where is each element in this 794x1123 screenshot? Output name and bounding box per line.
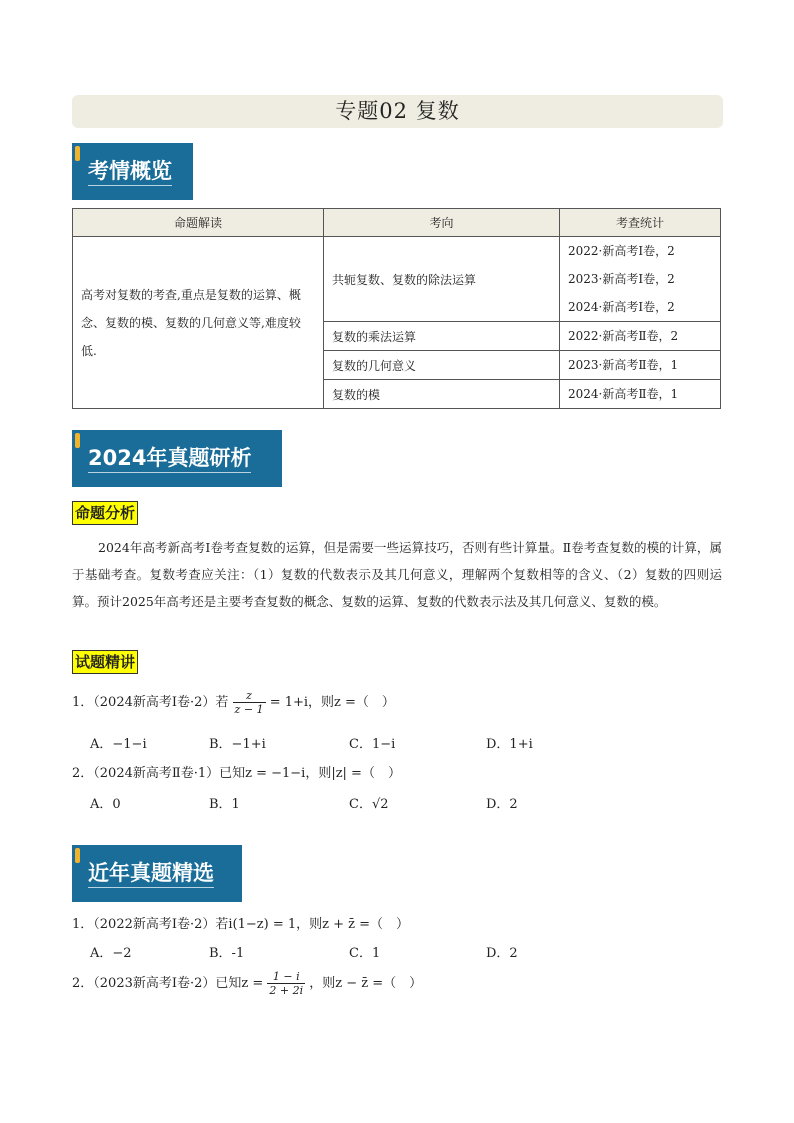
question-text: 1．（2024新高考Ⅰ卷·2）若 [72, 695, 229, 710]
exam-statistics-table [72, 208, 721, 409]
direction-cell: 复数的几何意义 [324, 351, 560, 380]
question-text: 2．（2023新高考Ⅰ卷·2）已知z = [72, 976, 264, 991]
option-c: C．1 [349, 946, 381, 961]
header-tab-marker [75, 146, 80, 161]
table-header: 命题解读 [73, 209, 324, 237]
section-header-recent [72, 845, 242, 902]
question-2024-2 [72, 762, 401, 781]
analysis-label: 命题分析 [72, 501, 138, 525]
stat-entry: 2024·新高考Ⅱ卷，1 [568, 387, 679, 401]
page-title: 专题02 复数 [72, 95, 723, 128]
option-a: A．−2 [90, 946, 132, 961]
question-recent-2 [72, 970, 422, 997]
fraction-numerator: z [246, 689, 252, 702]
question-text: ，则z − z̄ =（ ） [309, 976, 423, 991]
option-a: A．0 [90, 797, 121, 812]
fraction-denominator: 2 + 2i [269, 984, 304, 997]
question-recent-1 [72, 913, 409, 932]
option-c: C．√2 [349, 797, 389, 812]
stat-entry: 2023·新高考Ⅰ卷，2 [568, 272, 675, 286]
option-c: C．1−i [349, 737, 396, 752]
analysis-paragraph: 2024年高考新高考Ⅰ卷考查复数的运算，但是需要一些运算技巧，否则有些计算量。Ⅱ卷考查复数的模的计算，属于基础考查。复数考查应关注：（1）复数的代数表示及其几何意义，理解两个复数相等的含义、（2）复数的四则运算。预计2025年高考还是主要考查复数的概念、复数的运算、复数的代数表示法及其几何意义、复数的模。 [72, 540, 722, 609]
option-d: D．2 [486, 797, 518, 812]
stats-cell [560, 322, 721, 351]
stats-cell [560, 351, 721, 380]
section-header-label: 考情概览 [88, 159, 172, 186]
section-header-label: 2024年真题研析 [88, 446, 251, 473]
stat-entry: 2023·新高考Ⅱ卷，1 [568, 358, 679, 372]
interpretation-text: 高考对复数的考查,重点是复数的运算、概念、复数的模、复数的几何意义等,难度较低. [81, 287, 301, 358]
fraction-numerator: 1 − i [272, 970, 300, 983]
header-tab-marker [75, 848, 80, 863]
section-header-2024 [72, 430, 282, 487]
option-d: D．1+i [486, 737, 533, 752]
question-2024-1 [72, 689, 395, 716]
stat-entry: 2022·新高考Ⅱ卷，2 [568, 329, 679, 343]
stat-entry: 2024·新高考Ⅰ卷，2 [568, 300, 675, 314]
option-a: A．−1−i [90, 737, 147, 752]
direction-cell: 共轭复数、复数的除法运算 [324, 237, 560, 322]
question-text: = 1+i，则z =（ ） [269, 695, 395, 710]
fraction [267, 970, 305, 997]
stats-cell [560, 380, 721, 409]
table-header: 考向 [324, 209, 560, 237]
question-text: 1．（2022新高考Ⅰ卷·2）若i(1−z) = 1，则z + z̄ =（ ） [72, 917, 410, 932]
fraction-denominator: z − 1 [234, 703, 264, 716]
table-header: 考查统计 [560, 209, 721, 237]
direction-cell: 复数的乘法运算 [324, 322, 560, 351]
option-d: D．2 [486, 946, 518, 961]
option-b: B．1 [209, 797, 240, 812]
lecture-label: 试题精讲 [72, 650, 138, 674]
section-header-label: 近年真题精选 [88, 861, 214, 888]
stats-cell [560, 237, 721, 322]
section-header-overview [72, 143, 193, 200]
direction-cell: 复数的模 [324, 380, 560, 409]
header-tab-marker [75, 433, 80, 448]
option-b: B．−1+i [209, 737, 266, 752]
stat-entry: 2022·新高考Ⅰ卷，2 [568, 244, 675, 258]
question-text: 2．（2024新高考Ⅱ卷·1）已知z = −1−i，则|z| =（ ） [72, 766, 401, 781]
interpretation-cell [73, 237, 324, 409]
option-b: B．-1 [209, 946, 245, 961]
fraction [233, 689, 266, 716]
